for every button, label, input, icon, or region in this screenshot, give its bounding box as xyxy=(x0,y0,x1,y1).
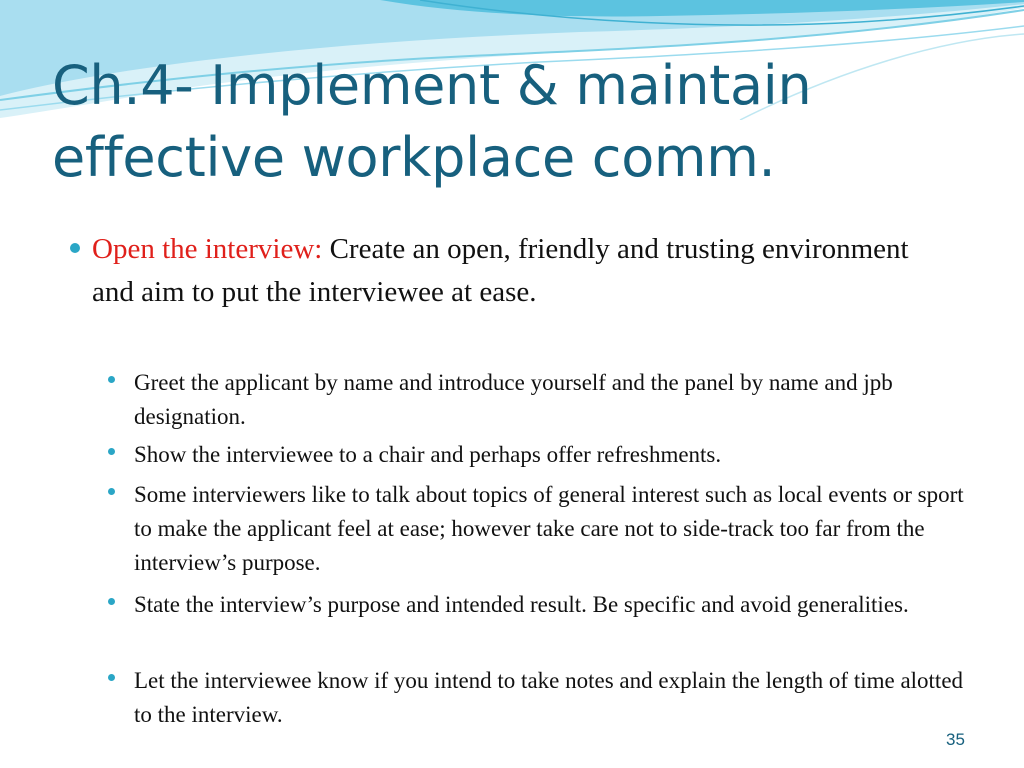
slide-title-line-2: effective workplace comm. xyxy=(52,126,776,189)
bullet-icon xyxy=(108,674,115,681)
main-bullet-label: Open the interview: xyxy=(92,233,323,265)
page-number: 35 xyxy=(946,730,965,749)
slide-title-line-1: Ch.4- Implement & maintain xyxy=(52,54,812,117)
bullet-icon xyxy=(108,376,115,383)
bullet-icon xyxy=(108,488,115,495)
main-bullet-text xyxy=(92,228,952,314)
slide-title xyxy=(52,50,992,194)
bullet-icon xyxy=(70,243,80,253)
bullet-icon xyxy=(108,448,115,455)
sub-bullet-text: Show the interviewee to a chair and perhaps offer refreshments. xyxy=(134,442,722,467)
bullet-icon xyxy=(108,598,115,605)
main-bullet-body: Create an open, friendly and trusting environment and aim to put the interviewee at ease. xyxy=(92,233,909,308)
sub-bullet-text: State the interview’s purpose and intended result. Be specific and avoid generalities. xyxy=(134,592,909,617)
sub-bullet-text: Let the interviewee know if you intend to take notes and explain the length of time alotted to the interview. xyxy=(134,668,964,727)
sub-bullet-text: Some interviewers like to talk about topics of general interest such as local events or sport to make the applicant feel at ease; however take care not to side-track too far from the interview’s purpose. xyxy=(134,482,964,575)
sub-bullet-text: Greet the applicant by name and introduce yourself and the panel by name and jpb designation. xyxy=(134,370,893,429)
